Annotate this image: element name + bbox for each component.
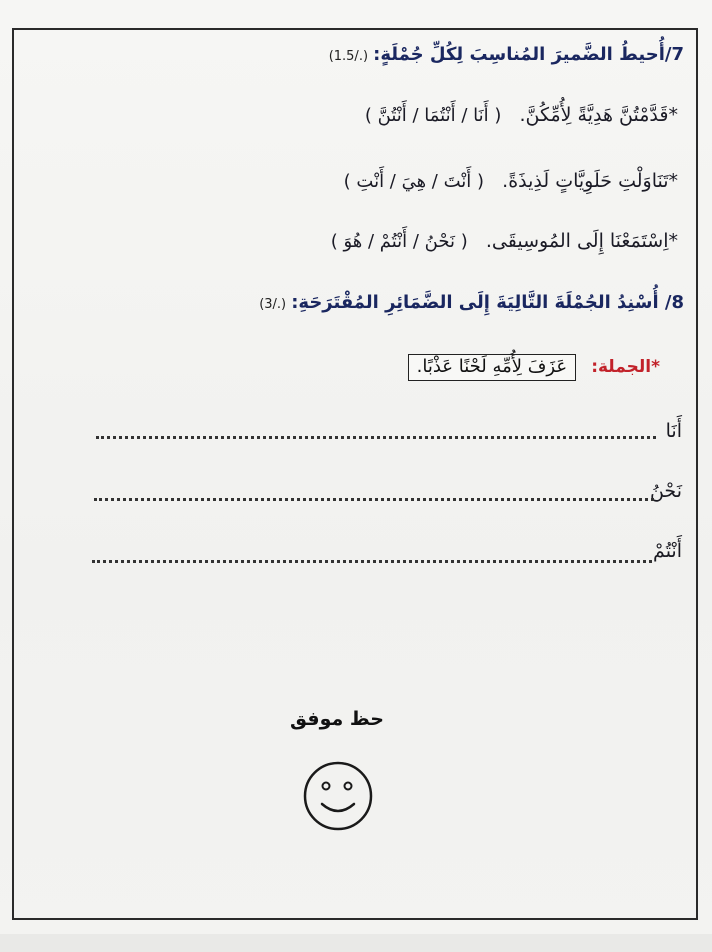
q7-header [264,44,684,65]
q7-item-1-options: ( أَنَا / أَنْتُمَا / أَنْتُنَّ ) [364,105,502,126]
pronoun-nahnu-label: نَحْنُ [649,480,682,502]
q7-grade: (1.5/.) [328,49,369,64]
answer-line-antum[interactable] [92,560,652,563]
q8-grade: (3/.) [259,297,287,312]
q7-item-1 [58,104,678,126]
q7-item-2-options: ( أَنْتَ / هِيَ / أَنْتِ ) [343,171,485,192]
page-bottom-edge [0,934,712,952]
pronoun-antum-label: أَنْتُمْ [653,540,682,562]
q7-item-2-sentence: *تَنَاوَلْتِ حَلَوِيَّاتٍ لَذِيذَةً. [502,170,678,192]
q8-sentence-box: عَزَفَ لِأُمِّهِ لَحْنًا عَذْبًا. [408,354,576,381]
q7-item-3-options: ( نَحْنُ / أَنْتُمْ / هُوَ ) [330,231,468,252]
good-luck-text: حظ موفق [290,708,384,730]
answer-line-ana[interactable] [96,436,656,439]
q8-sentence-row [240,354,660,381]
q8-sentence-label: *الجملة: [591,357,660,377]
q8-title: 8/ أُسْنِدُ الجُمْلَةَ التَّالِيَةَ إِلَى الضَّمَائِرِ المُقْتَرَحَةِ: [291,292,684,313]
smiley-face-icon [302,760,374,832]
q7-title: 7/أُحيطُ الضَّميرَ المُناسِبَ لِكُلِّ جُمْلَةٍ: [373,44,684,65]
q7-item-3 [58,230,678,252]
q7-item-2 [58,170,678,192]
q7-item-1-sentence: *قَدَّمْتُنَّ هَدِيَّةً لِأُمِّكُنَّ. [519,104,678,126]
q8-header [214,292,684,313]
pronoun-ana-label: أَنَا [665,420,682,442]
answer-line-nahnu[interactable] [94,498,654,501]
q7-item-3-sentence: *اِسْتَمَعْنَا إِلَى المُوسِيقَى. [485,230,678,252]
